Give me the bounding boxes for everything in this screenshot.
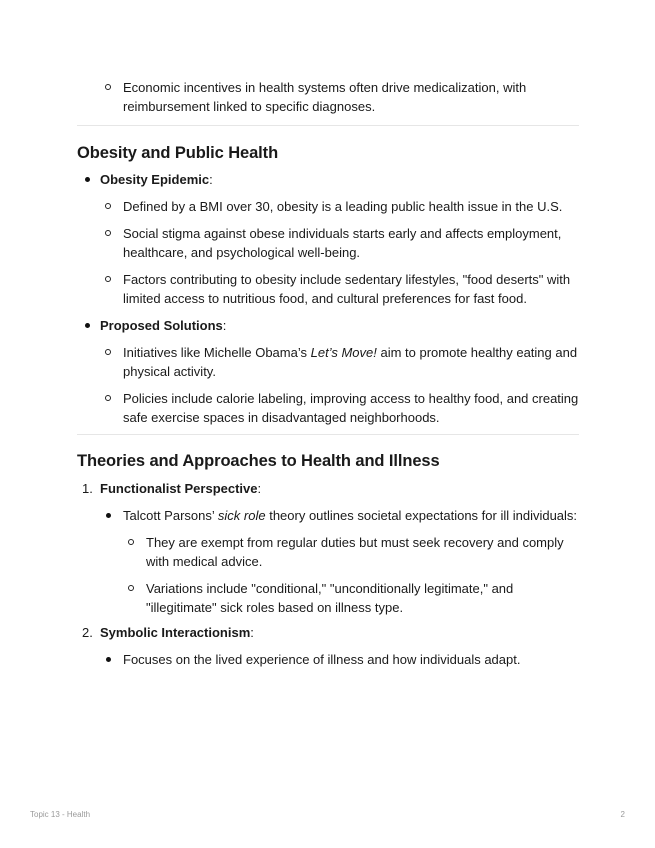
section-heading-obesity: Obesity and Public Health	[77, 144, 279, 162]
list-item: They are exempt from regular duties but must seek recovery and comply with medical advice.	[77, 533, 579, 571]
label-functionalist: Functionalist Perspective	[100, 481, 258, 496]
list-item: Social stigma against obese individuals starts early and affects employment, healthcare, and psychological well-being.	[77, 224, 579, 262]
list-item: Defined by a BMI over 30, obesity is a leading public health issue in the U.S.	[77, 197, 579, 216]
divider	[77, 125, 579, 126]
list-item: Proposed Solutions: Initiatives like Michelle Obama’s Let’s Move! aim to promote healthy eating and physical activity. Policies include calorie labeling, improving access to healthy food, and creating safe exercise spaces in disadvantaged neighborhoods.	[77, 316, 579, 427]
list-item: Variations include "conditional," "unconditionally legitimate," and "illegitimate" sick roles based on illness type.	[77, 579, 579, 617]
page-content	[77, 78, 579, 677]
list-item: Focuses on the lived experience of illness and how individuals adapt.	[77, 650, 579, 669]
list-item: Factors contributing to obesity include sedentary lifestyles, "food deserts" with limited access to nutritious food, and cultural preferences for fast food.	[77, 270, 579, 308]
list-item: 2. Symbolic Interactionism: Focuses on the lived experience of illness and how individuals adapt.	[77, 623, 579, 669]
solutions-sublist	[77, 343, 579, 427]
symbolic-sublist	[77, 650, 579, 669]
list-number: 2.	[82, 625, 93, 640]
obesity-list	[77, 170, 579, 427]
term-sick-role: sick role	[217, 508, 266, 523]
functionalist-sublist	[77, 506, 579, 617]
list-item	[77, 343, 579, 381]
list-item: Economic incentives in health systems often drive medicalization, with reimbursement linked to specific diagnoses.	[77, 78, 579, 116]
divider	[77, 434, 579, 435]
list-item: 1. Functionalist Perspective: Talcott Parsons’ sick role theory outlines societal expectations for ill individuals: They are exempt from regular duties but must seek recovery and comply with medical advice. Variations include "conditional," "unconditionally legitimate," and "illegitimate" sick roles based on illness type.	[77, 479, 579, 617]
list-number: 1.	[82, 481, 93, 496]
footer-page-number: 2	[620, 810, 625, 819]
list-item: Policies include calorie labeling, improving access to healthy food, and creating safe exercise spaces in disadvantaged neighborhoods.	[77, 389, 579, 427]
footer-title: Topic 13 - Health	[30, 810, 91, 819]
text-run: Talcott Parsons’	[123, 508, 218, 523]
text-run: Initiatives like Michelle Obama’s	[123, 345, 311, 360]
label-obesity-epidemic: Obesity Epidemic	[100, 172, 210, 187]
list-item	[77, 506, 579, 617]
text-run: aim to promote healthy eating and physical activity.	[123, 345, 578, 379]
epidemic-sublist	[77, 197, 579, 308]
program-name: Let’s Move!	[310, 345, 377, 360]
list-item: Obesity Epidemic: Defined by a BMI over 30, obesity is a leading public health issue in the U.S. Social stigma against obese individuals starts early and affects employment, healthcare, and psychological well-being. Factors contributing to obesity include sedentary lifestyles, "food deserts" with limited access to nutritious food, and cultural preferences for fast food.	[77, 170, 579, 308]
top-list	[77, 78, 579, 116]
label-symbolic-interactionism: Symbolic Interactionism	[100, 625, 251, 640]
sick-role-sublist	[77, 533, 579, 617]
label-proposed-solutions: Proposed Solutions	[100, 318, 223, 333]
text-run: theory outlines societal expectations for ill individuals:	[265, 508, 578, 523]
section-heading-theories: Theories and Approaches to Health and Illness	[77, 452, 440, 470]
theories-list	[77, 479, 579, 669]
